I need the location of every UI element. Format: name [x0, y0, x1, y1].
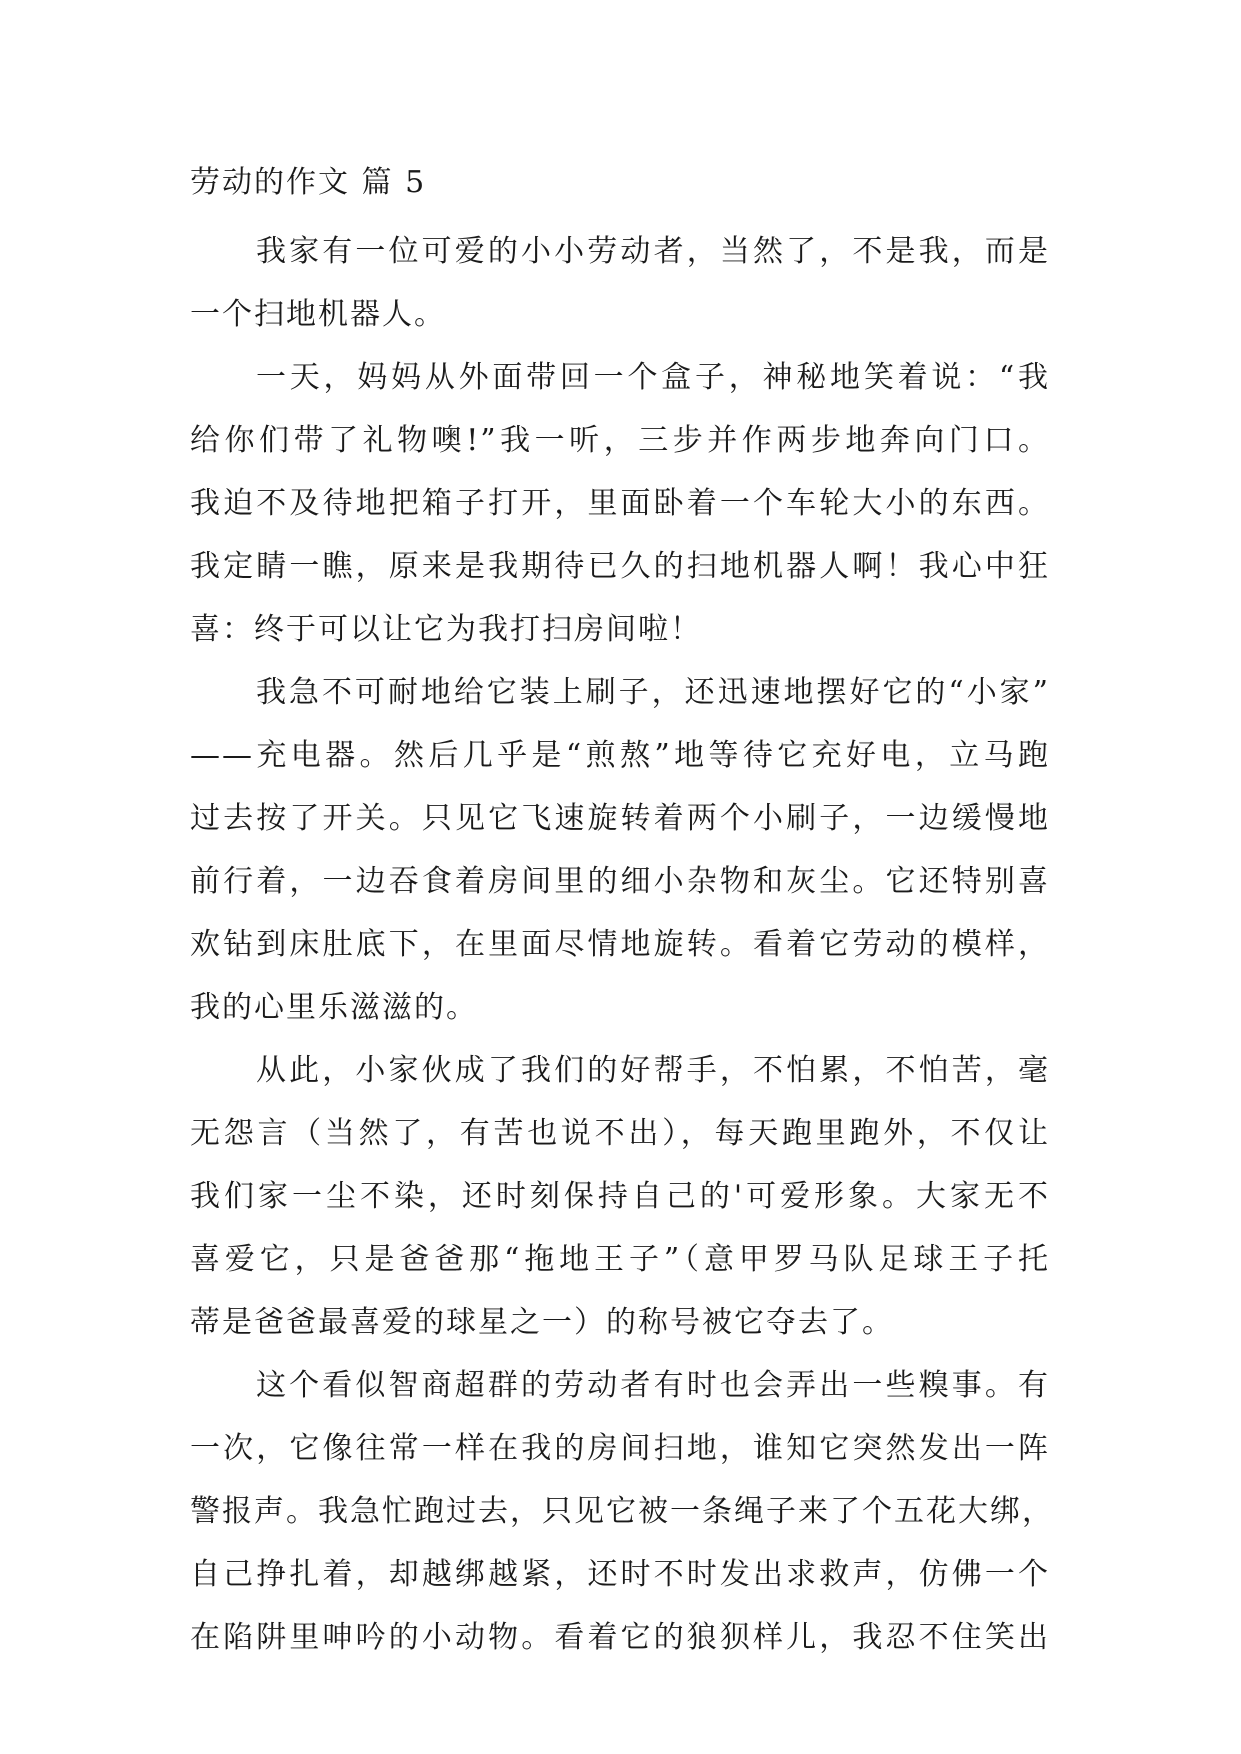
text-line: ——充电器。然后几乎是“煎熬”地等待它充好电，立马跑 [190, 738, 1050, 773]
essay-title: 劳动的作文 篇 5 [190, 165, 427, 200]
text-line: 我的心里乐滋滋的。 [190, 990, 478, 1025]
text-line: 无怨言（当然了，有苦也说不出），每天跑里跑外，不仅让 [190, 1116, 1050, 1151]
text-line: 一次，它像往常一样在我的房间扫地，谁知它突然发出一阵 [190, 1431, 1050, 1466]
text-line: 欢钻到床肚底下，在里面尽情地旋转。看着它劳动的模样， [190, 927, 1050, 962]
text-line: 一个扫地机器人。 [190, 297, 446, 332]
text-line: 喜：终于可以让它为我打扫房间啦！ [190, 612, 702, 647]
text-line: 警报声。我急忙跑过去，只见它被一条绳子来了个五花大绑， [190, 1494, 1054, 1529]
text-line: 在陷阱里呻吟的小动物。看着它的狼狈样儿，我忍不住笑出 [190, 1620, 1050, 1655]
text-line: 我迫不及待地把箱子打开，里面卧着一个车轮大小的东西。 [190, 486, 1050, 521]
text-line: 我急不可耐地给它装上刷子，还迅速地摆好它的“小家” [256, 675, 1050, 710]
text-line: 自己挣扎着，却越绑越紧，还时不时发出求救声，仿佛一个 [190, 1557, 1050, 1592]
text-line: 一天，妈妈从外面带回一个盒子，神秘地笑着说：“我 [256, 360, 1050, 395]
essay-body [190, 160, 1054, 1669]
text-line: 喜爱它，只是爸爸那“拖地王子”（意甲罗马队足球王子托 [190, 1242, 1050, 1277]
text-line: 我们家一尘不染，还时刻保持自己的'可爱形象。大家无不 [190, 1179, 1050, 1214]
text-line: 这个看似智商超群的劳动者有时也会弄出一些糗事。有 [256, 1368, 1050, 1403]
text-line: 我家有一位可爱的小小劳动者，当然了，不是我，而是 [256, 234, 1050, 269]
text-line: 前行着，一边吞食着房间里的细小杂物和灰尘。它还特别喜 [190, 864, 1050, 899]
text-line: 蒂是爸爸最喜爱的球星之一）的称号被它夺去了。 [190, 1305, 894, 1340]
text-line: 给你们带了礼物噢!”我一听，三步并作两步地奔向门口。 [190, 423, 1050, 458]
text-line: 过去按了开关。只见它飞速旋转着两个小刷子，一边缓慢地 [190, 801, 1050, 836]
text-line: 我定睛一瞧，原来是我期待已久的扫地机器人啊！我心中狂 [190, 549, 1050, 584]
text-line: 从此，小家伙成了我们的好帮手，不怕累，不怕苦，毫 [256, 1053, 1050, 1088]
